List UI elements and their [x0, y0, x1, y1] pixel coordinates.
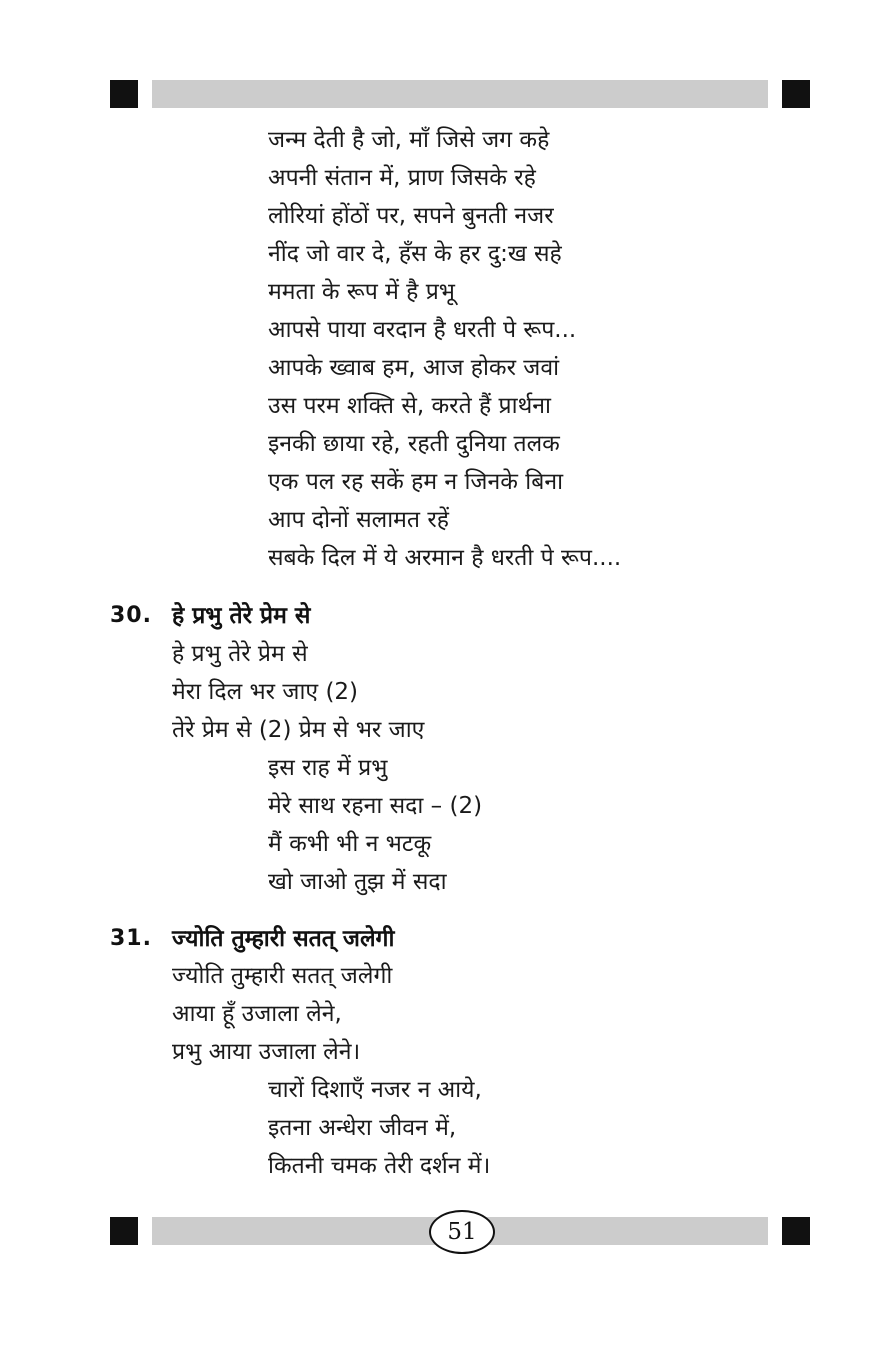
verse-line: आपके ख्वाब हम, आज होकर जवां [268, 355, 560, 381]
header-left-square [110, 80, 138, 108]
verse-line: एक पल रह सकें हम न जिनके बिना [268, 469, 564, 495]
verse-line: खो जाओ तुझ में सदा [268, 869, 447, 895]
song-title: ज्योति तुम्हारी सतत् जलेगी [172, 926, 395, 952]
verse-line: मैं कभी भी न भटकू [268, 831, 432, 857]
verse-line: जन्म देती है जो, माँ जिसे जग कहे [268, 127, 550, 153]
verse-line: चारों दिशाएँ नजर न आये, [268, 1077, 482, 1103]
header-bar [152, 80, 768, 108]
footer-left-square [110, 1217, 138, 1245]
header-band [110, 80, 810, 108]
page-number: 51 [429, 1210, 495, 1254]
verse-line: उस परम शक्ति से, करते हैं प्रार्थना [268, 393, 551, 419]
verse-line: इस राह में प्रभु [268, 755, 388, 781]
verse-line: ममता के रूप में है प्रभू [268, 279, 455, 305]
song-number: 30. [110, 603, 152, 628]
chorus-line: ज्योति तुम्हारी सतत् जलेगी [172, 963, 393, 989]
song-title: हे प्रभु तेरे प्रेम से [172, 603, 311, 629]
verse-line: लोरियां होंठों पर, सपने बुनती नजर [268, 203, 554, 229]
chorus-line: हे प्रभु तेरे प्रेम से [172, 641, 308, 667]
chorus-line: प्रभु आया उजाला लेने। [172, 1039, 361, 1065]
verse-line: मेरे साथ रहना सदा – (2) [268, 793, 483, 819]
verse-line: इतना अन्धेरा जीवन में, [268, 1115, 457, 1141]
verse-line: इनकी छाया रहे, रहती दुनिया तलक [268, 431, 560, 457]
verse-line: कितनी चमक तेरी दर्शन में। [268, 1153, 491, 1179]
chorus-line: आया हूँ उजाला लेने, [172, 1001, 342, 1027]
chorus-line: मेरा दिल भर जाए (2) [172, 679, 359, 705]
header-right-square [782, 80, 810, 108]
verse-line: अपनी संतान में, प्राण जिसके रहे [268, 165, 536, 191]
song-number: 31. [110, 926, 152, 951]
verse-line: सबके दिल में ये अरमान है धरती पे रूप.... [268, 545, 622, 571]
verse-line: नींद जो वार दे, हँस के हर दु:ख सहे [268, 241, 562, 267]
verse-line: आपसे पाया वरदान है धरती पे रूप... [268, 317, 577, 343]
footer-right-square [782, 1217, 810, 1245]
verse-line: आप दोनों सलामत रहें [268, 507, 449, 533]
chorus-line: तेरे प्रेम से (2) प्रेम से भर जाए [172, 717, 425, 743]
